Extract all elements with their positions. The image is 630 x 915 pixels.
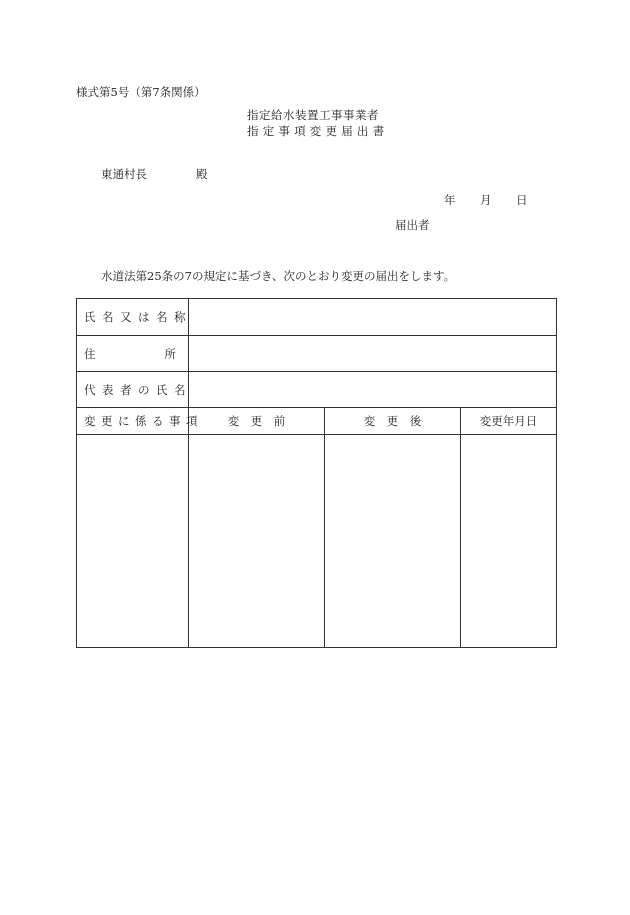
applicant-label: 届出者: [395, 218, 430, 232]
column-header-change-date: 変更年月日: [461, 408, 557, 435]
entry-row: [77, 435, 557, 648]
addressee-name: 東通村長: [101, 167, 147, 181]
name-row: [77, 299, 557, 336]
addressee-honorific: 殿: [196, 167, 208, 181]
address-label-cell: [77, 336, 189, 372]
form-number: 様式第5号（第7条関係）: [76, 85, 206, 99]
date-day-label: 日: [516, 193, 528, 207]
column-header-before: 変 更 前: [189, 408, 325, 435]
address-row: [77, 336, 557, 372]
address-value-field[interactable]: [189, 336, 557, 372]
document-title: 指定給水装置工事事業者: [247, 108, 379, 122]
change-date-field[interactable]: [461, 435, 557, 648]
header-row: [77, 408, 557, 435]
change-notification-table: [76, 298, 557, 648]
representative-label: 代表者の氏名: [77, 372, 189, 408]
changed-item-field[interactable]: [77, 435, 189, 648]
representative-row: [77, 372, 557, 408]
name-label: 氏名又は名称: [77, 299, 189, 336]
statement-text: 水道法第25条の7の規定に基づき、次のとおり変更の届出をします。: [101, 269, 456, 283]
after-value-field[interactable]: [325, 435, 461, 648]
representative-value-field[interactable]: [189, 372, 557, 408]
date-year-label: 年: [444, 193, 456, 207]
column-header-after: 変 更 後: [325, 408, 461, 435]
name-value-field[interactable]: [189, 299, 557, 336]
document-subtitle: 指定事項変更届出書: [247, 124, 389, 138]
column-header-changed-item: 変更に係る事項: [77, 408, 189, 435]
before-value-field[interactable]: [189, 435, 325, 648]
date-month-label: 月: [480, 193, 492, 207]
address-label-char1: 住: [84, 346, 96, 361]
address-label-char2: 所: [164, 346, 176, 361]
